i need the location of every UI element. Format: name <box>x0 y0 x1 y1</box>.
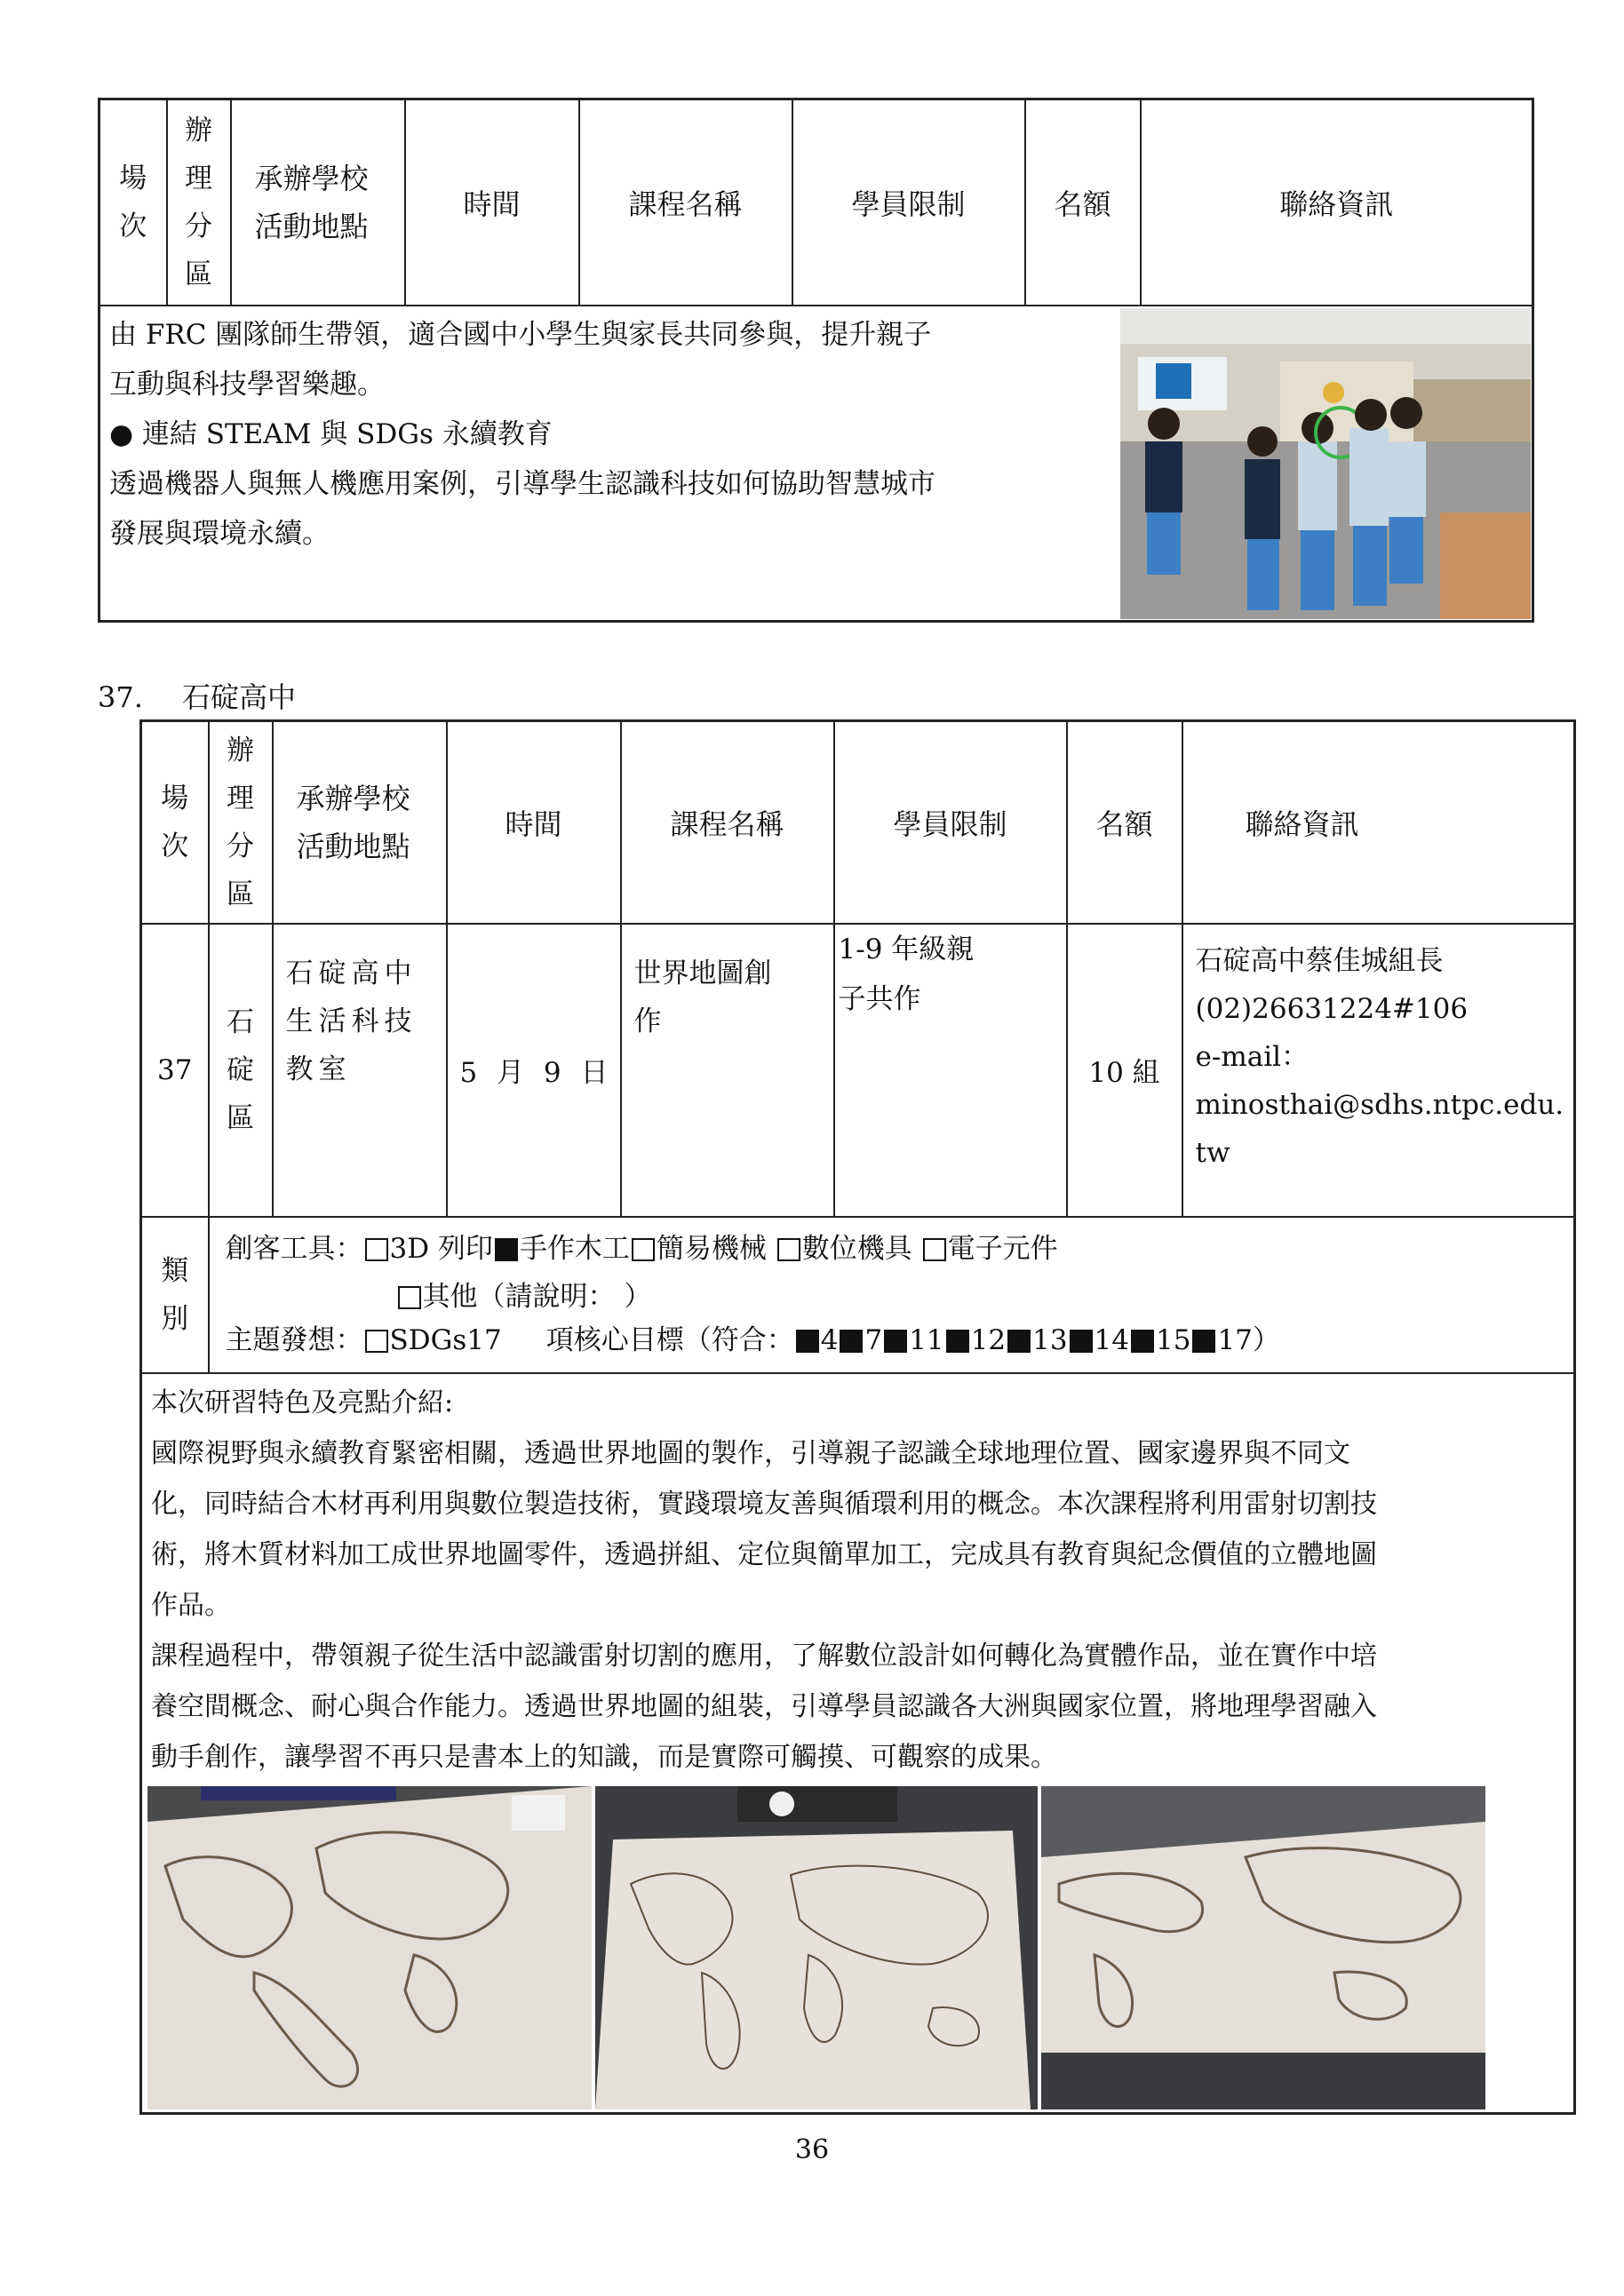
goal-number: 17 <box>1217 1323 1253 1356</box>
theme-line <box>226 1321 1574 1360</box>
maker-label: 創客工具： <box>225 1232 363 1265</box>
header-restriction: 學員限制 <box>834 721 1067 924</box>
contact-line: tw <box>1195 1136 1230 1169</box>
world-map-photo-3 <box>1041 1786 1485 2109</box>
header-course: 課程名稱 <box>579 99 792 306</box>
goal-number: 15 <box>1156 1323 1191 1356</box>
tool-label: 簡易機械 <box>656 1232 767 1265</box>
tool-label: 電子元件 <box>947 1232 1058 1265</box>
contact-line: (02)26631224#106 <box>1195 992 1469 1025</box>
world-map-photo-2 <box>595 1786 1038 2109</box>
course-line: 世界地圖創 <box>633 957 772 989</box>
tool-label: 3D 列印 <box>389 1232 493 1265</box>
desc-line: ● 連結 STEAM 與 SDGs 永續教育 <box>109 417 553 450</box>
checkbox-electronics[interactable] <box>923 1238 946 1261</box>
header-restriction: 學員限制 <box>792 99 1025 306</box>
goal-checkbox[interactable] <box>1131 1330 1154 1353</box>
intro-line: 作品。 <box>151 1589 231 1621</box>
contact-email[interactable]: minosthai@sdhs.ntpc.edu. <box>1195 1088 1564 1121</box>
header-contact: 聯絡資訊 <box>1141 99 1533 306</box>
header-course: 課程名稱 <box>621 721 834 924</box>
theme-label: 主題發想： <box>225 1323 363 1356</box>
venue-line: 教室 <box>285 1053 352 1085</box>
contact-line: e-mail： <box>1195 1040 1310 1073</box>
course-line: 作 <box>633 1005 662 1037</box>
intro-line: 國際視野與永續教育緊密相關，透過世界地圖的製作，引導親子認識全球地理位置、國家邊界與不同文 <box>151 1437 1350 1469</box>
cell-quota: 10 組 <box>1067 924 1182 1217</box>
other-line <box>226 1273 1574 1321</box>
section-number: 37. <box>98 680 143 714</box>
sdgs-label: SDGs17 <box>389 1323 502 1356</box>
other-label: 其他（請說明： ） <box>422 1280 652 1313</box>
checkbox-sdgs[interactable] <box>365 1330 388 1353</box>
contact-line: 石碇高中蔡佳城組長 <box>1195 944 1444 977</box>
checkbox-woodwork[interactable] <box>495 1238 518 1261</box>
page-number: 36 <box>794 2134 830 2165</box>
intro-line: 養空間概念、耐心與合作能力。透過世界地圖的組裝，引導學員認識各大洲與國家位置，將地理學習融入 <box>151 1690 1377 1722</box>
cell-district: 石 碇 區 <box>209 924 273 1217</box>
top-description-cell <box>100 306 1533 622</box>
cell-session: 37 <box>141 924 209 1217</box>
goal-number: 4 <box>820 1323 839 1356</box>
world-map-photo-1 <box>147 1786 592 2109</box>
goal-checkbox[interactable] <box>884 1330 907 1353</box>
header-quota: 名額 <box>1067 721 1182 924</box>
header-school-venue: 承辦學校 活動地點 <box>273 721 447 924</box>
section-title: 石碇高中 <box>182 680 297 714</box>
goal-checkbox[interactable] <box>796 1330 819 1353</box>
desc-line: 發展與環境永續。 <box>109 517 330 550</box>
desc-line: 透過機器人與無人機應用案例，引導學生認識科技如何協助智慧城市 <box>109 467 935 500</box>
top-course-table <box>98 98 1534 623</box>
cell-school-venue <box>273 924 447 1217</box>
goal-close: ） <box>1252 1323 1280 1356</box>
header-time: 時間 <box>447 721 621 924</box>
goal-label: 項核心目標（符合： <box>545 1323 794 1356</box>
venue-line: 石碇高中 <box>285 957 418 989</box>
goal-checkbox[interactable] <box>840 1330 863 1353</box>
goal-number: 14 <box>1094 1323 1129 1356</box>
goal-checkbox[interactable] <box>1070 1330 1093 1353</box>
header-district: 辦 理 分 區 <box>167 99 231 306</box>
intro-line: 化，同時結合木材再利用與數位製造技術，實踐環境友善與循環利用的概念。本次課程將利用雷射切割技 <box>151 1488 1377 1520</box>
desc-line: 由 FRC 團隊師生帶領，適合國中小學生與家長共同參與，提升親子 <box>109 318 932 351</box>
intro-heading: 本次研習特色及亮點介紹: <box>151 1386 454 1418</box>
goal-number: 13 <box>1032 1323 1068 1356</box>
cell-restriction <box>834 924 1067 1217</box>
header-contact: 聯絡資訊 <box>1182 721 1575 924</box>
intro-line: 課程過程中，帶領親子從生活中認識雷射切割的應用，了解數位設計如何轉化為實體作品，並在實作中培 <box>151 1640 1377 1672</box>
intro-line: 動手創作，讓學習不再只是書本上的知識，而是實際可觸摸、可觀察的成果。 <box>151 1741 1057 1773</box>
goal-number: 7 <box>864 1323 883 1356</box>
venue-line: 生活科技 <box>285 1005 418 1037</box>
goal-checkbox[interactable] <box>1192 1330 1215 1353</box>
category-cell <box>209 1217 1575 1373</box>
checkbox-3d-print[interactable] <box>365 1238 388 1261</box>
goal-checkbox[interactable] <box>946 1330 969 1353</box>
category-label-cell: 類 別 <box>141 1217 209 1373</box>
goal-number: 12 <box>970 1323 1007 1356</box>
header-district: 辦 理 分 區 <box>209 721 273 924</box>
checkbox-simple-machine[interactable] <box>632 1238 655 1261</box>
maker-tools-line <box>226 1225 1574 1273</box>
intro-line: 術，將木質材料加工成世界地圖零件，透過拼組、定位與簡單加工，完成具有教育與紀念價值的立體地圖 <box>151 1538 1377 1570</box>
cell-course <box>621 924 834 1217</box>
restriction-line: 子共作 <box>838 982 921 1015</box>
cell-contact <box>1182 924 1575 1217</box>
checkbox-digital-tools[interactable] <box>777 1238 800 1261</box>
intro-cell <box>141 1373 1575 2114</box>
section-heading <box>98 675 296 716</box>
desc-line: 互動與科技學習樂趣。 <box>109 368 385 401</box>
course-37-table <box>139 719 1576 2115</box>
header-quota: 名額 <box>1025 99 1141 306</box>
header-session: 場 次 <box>141 721 209 924</box>
goal-checkbox[interactable] <box>1007 1330 1031 1353</box>
cell-time: 5 月 9 日 <box>447 924 621 1217</box>
checkbox-other[interactable] <box>398 1286 421 1309</box>
robotics-class-photo <box>1120 308 1531 619</box>
header-session: 場 次 <box>100 99 167 306</box>
header-time: 時間 <box>405 99 579 306</box>
tool-label: 手作木工 <box>519 1232 630 1265</box>
tool-label: 數位機具 <box>801 1232 912 1265</box>
goal-number: 11 <box>909 1323 944 1356</box>
restriction-line: 1-9 年級親 <box>838 933 975 965</box>
header-school-venue: 承辦學校 活動地點 <box>231 99 405 306</box>
